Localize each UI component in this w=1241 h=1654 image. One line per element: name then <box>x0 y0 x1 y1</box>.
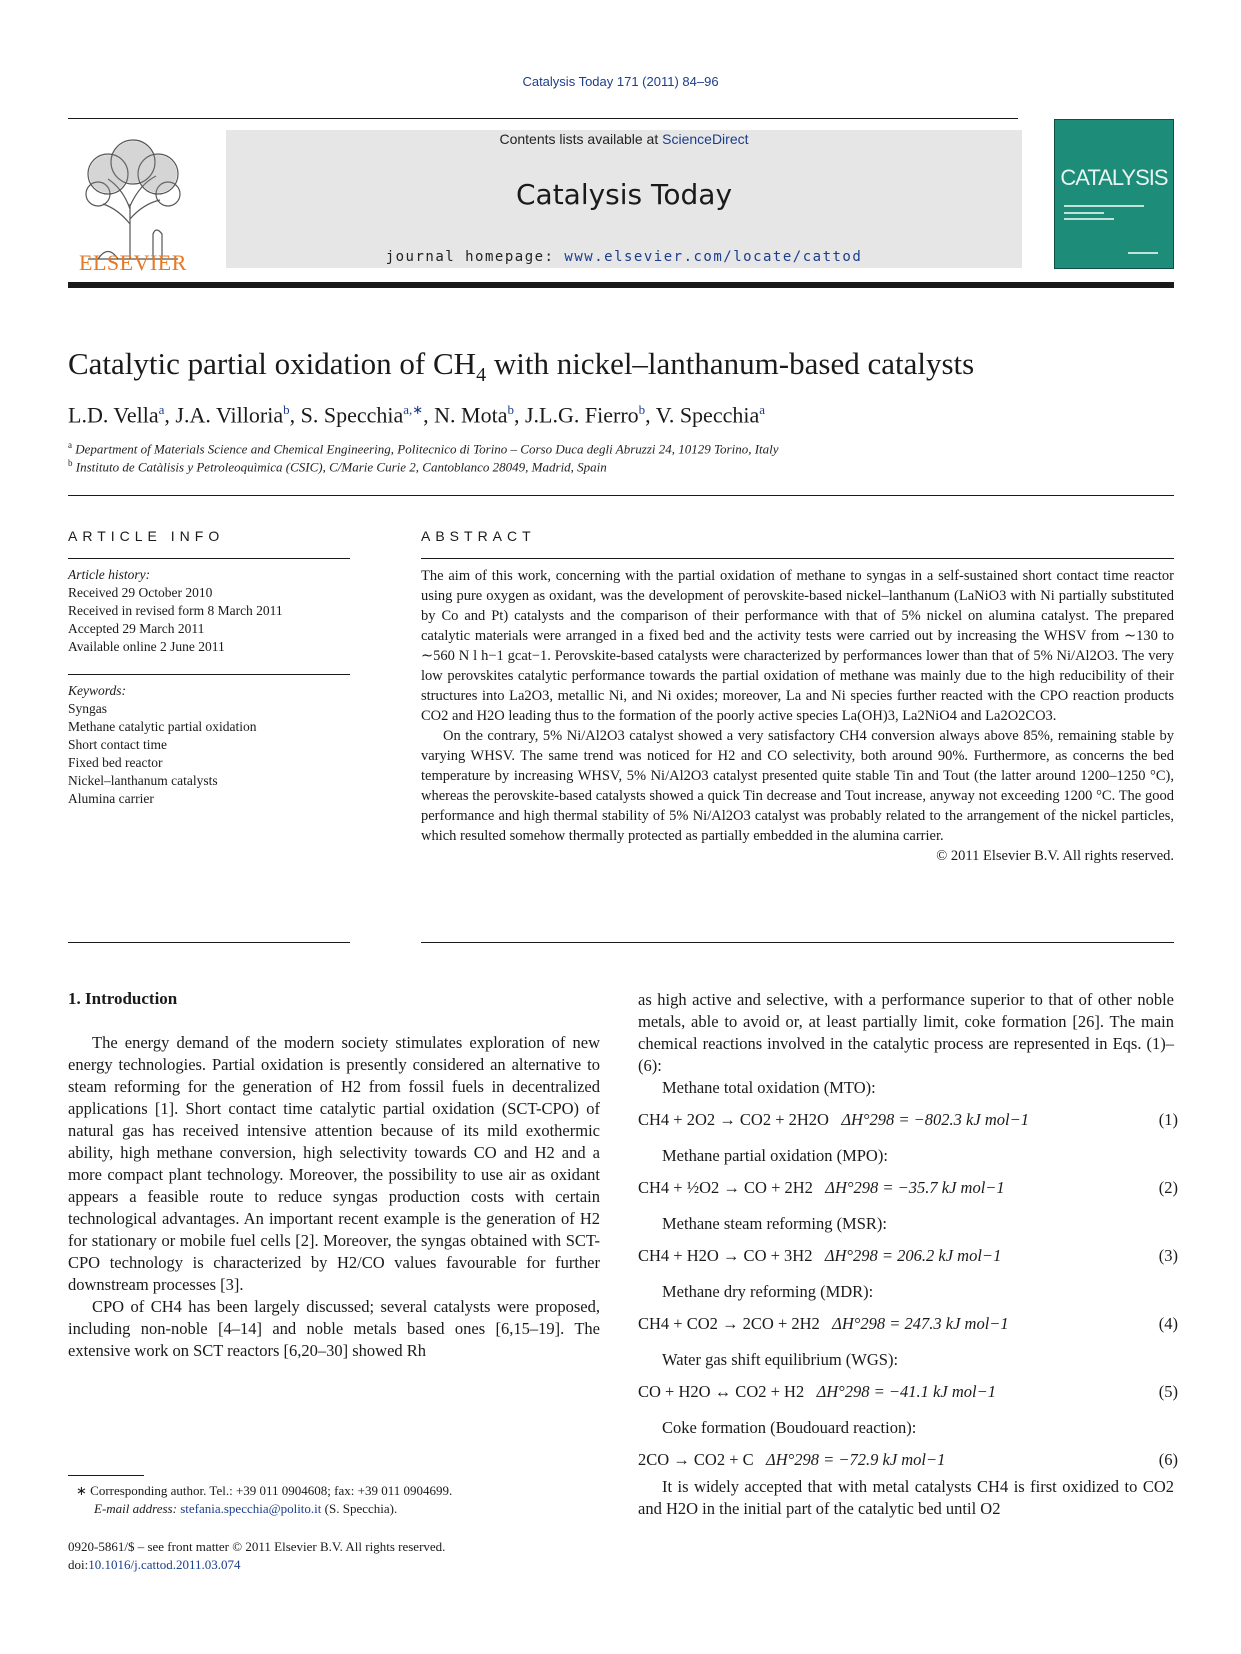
article-info-heading: ARTICLE INFO <box>68 528 225 544</box>
keywords-label: Keywords: <box>68 683 126 698</box>
equation-number[interactable]: (4) <box>1158 1314 1178 1333</box>
history-received: Received 29 October 2010 <box>68 585 213 600</box>
affiliation-b: $^b$ Instituto de Catàlisis y Petroleoquìmica (CSIC), C/Marie Curie 2, Cantoblanco 28049, Madrid, Spain <box>68 458 607 475</box>
history-online: Available online 2 June 2011 <box>68 639 225 654</box>
equation-label: Coke formation (Boudouard reaction): <box>662 1418 917 1437</box>
keywords <box>68 682 350 808</box>
affiliation-mark[interactable]: a <box>158 402 165 417</box>
body-paragraph: as high active and selective, with a performance superior to that of other noble metals, able to avoid or, at least partially limit, coke formation [26]. The main chemical reactions involved in the catalytic process are represented in Eqs. (1)–(6): <box>638 990 1174 1075</box>
history-label: Article history: <box>68 567 151 582</box>
equation-number[interactable]: (5) <box>1158 1382 1178 1401</box>
equation-1: CH4 + 2O2 → CO2 + 2H2O ΔH°298 = −802.3 kJ mol−1 (1) <box>638 1110 1178 1129</box>
equation-number[interactable]: (3) <box>1158 1246 1178 1265</box>
footnote-rule <box>68 1475 144 1476</box>
introduction-heading: 1. Introduction <box>68 989 178 1008</box>
sciencedirect-link[interactable]: ScienceDirect <box>662 131 749 147</box>
abstract-body <box>421 566 1174 866</box>
article-info-bottom-rule <box>68 942 350 943</box>
abstract-paragraph: On the contrary, 5% Ni/Al2O3 catalyst showed a very satisfactory CH4 conversion always above 85%, remaining stable by varying WHSV. The same trend was noticed for H2 and CO selectivity, both around 90%. Furthermore, as concerns the bed temperature by increasing WHSV, 5% Ni/Al2O3 catalyst presented quite stable Tin and Tout (the latter around 1200–1250 °C), whereas the perovskite-based catalysts showed a quick Tin decrease and Tout increase, anyway not exceeding 1200 °C. The good performance and high thermal stability of 5% Ni/Al2O3 catalyst was probably related to the arrangement of the nickel particles, which resulted somehow thermally protected as partially embedded in the alumina carrier. <box>421 728 1174 844</box>
body-paragraph: The energy demand of the modern society stimulates exploration of new energy technologies. Partial oxidation is presently considered an alternative to steam reforming for the generation of H2 from fossil fuels in decentralized applications [1]. Short contact time catalytic partial oxidation (SCT-CPO) of natural gas has received intensive attention because of its mild exothermic ability, high methane conversion, high selectivity towards CO and H2 and a more compact plant technology. Moreover, the possibility to use air as oxidant appears a feasible route to reduce syngas production costs with certain technological advantages. An important recent example is the generation of H2 for stationary or mobile fuel cells [2]. Moreover, the syngas obtained with SCT-CPO technology is characterized by H2/CO values favourable for further downstream processes [3]. <box>68 1033 600 1294</box>
equation-label: Methane total oxidation (MTO): <box>662 1078 876 1097</box>
homepage-link[interactable]: www.elsevier.com/locate/cattod <box>564 249 863 265</box>
history-accepted: Accepted 29 March 2011 <box>68 621 205 636</box>
article-info-rule <box>68 558 350 559</box>
author-list: L.D. Vella$^a$, J.A. Villoria$^b$, S. Specchia$^{a,∗}$, N. Mota$^b$, J.L.G. Fierro$^b$, V. Specchia$^a$ <box>68 402 766 428</box>
cover-text-line <box>1064 218 1114 220</box>
affiliation-mark[interactable]: b <box>638 402 646 417</box>
body-paragraph: CPO of CH4 has been largely discussed; several catalysts were proposed, including non-noble [4–14] and noble metals based ones [6,15–19]. The extensive work on SCT reactors [6,20–30] showed Rh <box>68 1297 600 1360</box>
cover-text-line <box>1064 205 1144 207</box>
doi-link[interactable]: 10.1016/j.cattod.2011.03.074 <box>88 1557 241 1572</box>
equation-number[interactable]: (2) <box>1158 1178 1178 1197</box>
keywords-rule <box>68 674 350 675</box>
history-revised: Received in revised form 8 March 2011 <box>68 603 283 618</box>
abstract-rule <box>421 558 1174 559</box>
keyword: Fixed bed reactor <box>68 755 163 770</box>
abstract-bottom-rule <box>421 942 1174 943</box>
cover-publisher-mark <box>1128 252 1158 254</box>
affiliation-mark[interactable]: b <box>507 402 514 417</box>
keyword: Methane catalytic partial oxidation <box>68 719 257 734</box>
equation-6: 2CO → CO2 + C ΔH°298 = −72.9 kJ mol−1 (6) <box>638 1450 1178 1469</box>
keyword: Syngas <box>68 701 108 716</box>
abstract-copyright: © 2011 Elsevier B.V. All rights reserved. <box>936 848 1174 864</box>
equation-label: Water gas shift equilibrium (WGS): <box>662 1350 899 1369</box>
front-matter-info <box>68 1538 608 1574</box>
equation-label: Methane steam reforming (MSR): <box>662 1214 887 1233</box>
issn-line: 0920-5861/$ – see front matter © 2011 Elsevier B.V. All rights reserved. <box>68 1539 446 1554</box>
cover-title: CATALYSIS <box>1060 165 1168 190</box>
equation-number[interactable]: (1) <box>1158 1110 1178 1129</box>
keyword: Nickel–lanthanum catalysts <box>68 773 218 788</box>
abstract-heading: ABSTRACT <box>421 528 536 544</box>
author: S. Specchia <box>300 402 404 428</box>
author: L.D. Vella <box>68 402 159 428</box>
keyword: Short contact time <box>68 737 167 752</box>
abstract-paragraph: The aim of this work, concerning with the partial oxidation of methane to syngas in a self-sustained short contact time reactor using pure oxygen as oxidant, was the development of perovskite-based nickel–lanthanum (LaNiO3 with Ni partially substituted by Co and Pt) catalysts and the comparison of their performance with that of 5% nickel on alumina catalyst. The prepared catalytic materials were arranged in a fixed bed and the activity tests were carried out by increasing the WHSV from ∼130 to ∼560 N l h−1 gcat−1. Perovskite-based catalysts were characterized by performances lower than that of 5% Ni/Al2O3. The very low perovskites catalytic performance towards the partial oxidation of methane was mainly due to the high reducibility of their structures into La2O3, metallic Ni, and Ni oxides; moreover, La and Ni species further reacted with the CPO reaction products CO2 and H2O leading thus to the formation of the poorly active species La(OH)3, La2NiO4 and La2O2CO3. <box>421 568 1174 724</box>
body-paragraph: It is widely accepted that with metal catalysts CH4 is first oxidized to CO2 and H2O in the initial part of the catalytic bed until O2 <box>638 1477 1174 1518</box>
journal-title: Catalysis Today <box>515 178 733 211</box>
equation-5: CO + H2O ↔ CO2 + H2 ΔH°298 = −41.1 kJ mol−1 (5) <box>638 1382 1178 1401</box>
contents-line <box>226 131 1022 147</box>
journal-citation[interactable]: Catalysis Today 171 (2011) 84–96 <box>522 74 719 89</box>
doi-line: doi:10.1016/j.cattod.2011.03.074 <box>68 1557 241 1572</box>
elsevier-logo-text: ELSEVIER <box>79 250 187 275</box>
email-link[interactable]: stefania.specchia@polito.it <box>180 1501 322 1516</box>
introduction-right-continued <box>638 1476 1174 1520</box>
author: J.L.G. Fierro <box>525 402 639 428</box>
introduction-left-column <box>68 1032 600 1362</box>
header-rule <box>68 118 1018 119</box>
keyword: Alumina carrier <box>68 791 154 806</box>
equation-4: CH4 + CO2 → 2CO + 2H2 ΔH°298 = 247.3 kJ mol−1 (4) <box>638 1314 1178 1333</box>
journal-cover-image <box>1054 119 1174 269</box>
author: N. Mota <box>434 402 508 428</box>
journal-homepage <box>226 249 1022 265</box>
equation-label: Methane partial oxidation (MPO): <box>662 1146 888 1165</box>
article-title: Catalytic partial oxidation of $CH_4$ with nickel–lanthanum-based catalysts <box>68 346 975 387</box>
author: V. Specchia <box>655 402 760 428</box>
equation-2: CH4 + ½O2 → CO + 2H2 ΔH°298 = −35.7 kJ mol−1 (2) <box>638 1178 1178 1197</box>
author: J.A. Villoria <box>175 402 284 428</box>
title-rule <box>68 495 1174 496</box>
contents-prefix: Contents lists available at <box>499 131 659 147</box>
affiliation-mark[interactable]: a,∗ <box>403 402 424 417</box>
article-history <box>68 566 350 656</box>
affiliation-a: $^a$ Department of Materials Science and Chemical Engineering, Politecnico di Torino – Corso Duca degli Abruzzi 24, 10129 Torino, Italy <box>68 440 779 457</box>
equation-label: Methane dry reforming (MDR): <box>662 1282 874 1301</box>
affiliation-mark[interactable]: b <box>283 402 290 417</box>
introduction-right-column <box>638 989 1174 1077</box>
homepage-prefix: journal homepage: <box>385 249 555 265</box>
cover-text-line <box>1064 212 1104 214</box>
equation-number[interactable]: (6) <box>1158 1450 1178 1469</box>
corresponding-author-footnote: ∗ Corresponding author. Tel.: +39 011 0904608; fax: +39 011 0904699. E-mail address: stefania.specchia@polito.it (S. Specchia). <box>76 1483 453 1516</box>
affiliation-mark[interactable]: a <box>759 402 766 417</box>
equation-3: CH4 + H2O → CO + 3H2 ΔH°298 = 206.2 kJ mol−1 (3) <box>638 1246 1178 1265</box>
header-thick-rule <box>68 282 1174 288</box>
equation-list <box>638 1078 1178 1470</box>
